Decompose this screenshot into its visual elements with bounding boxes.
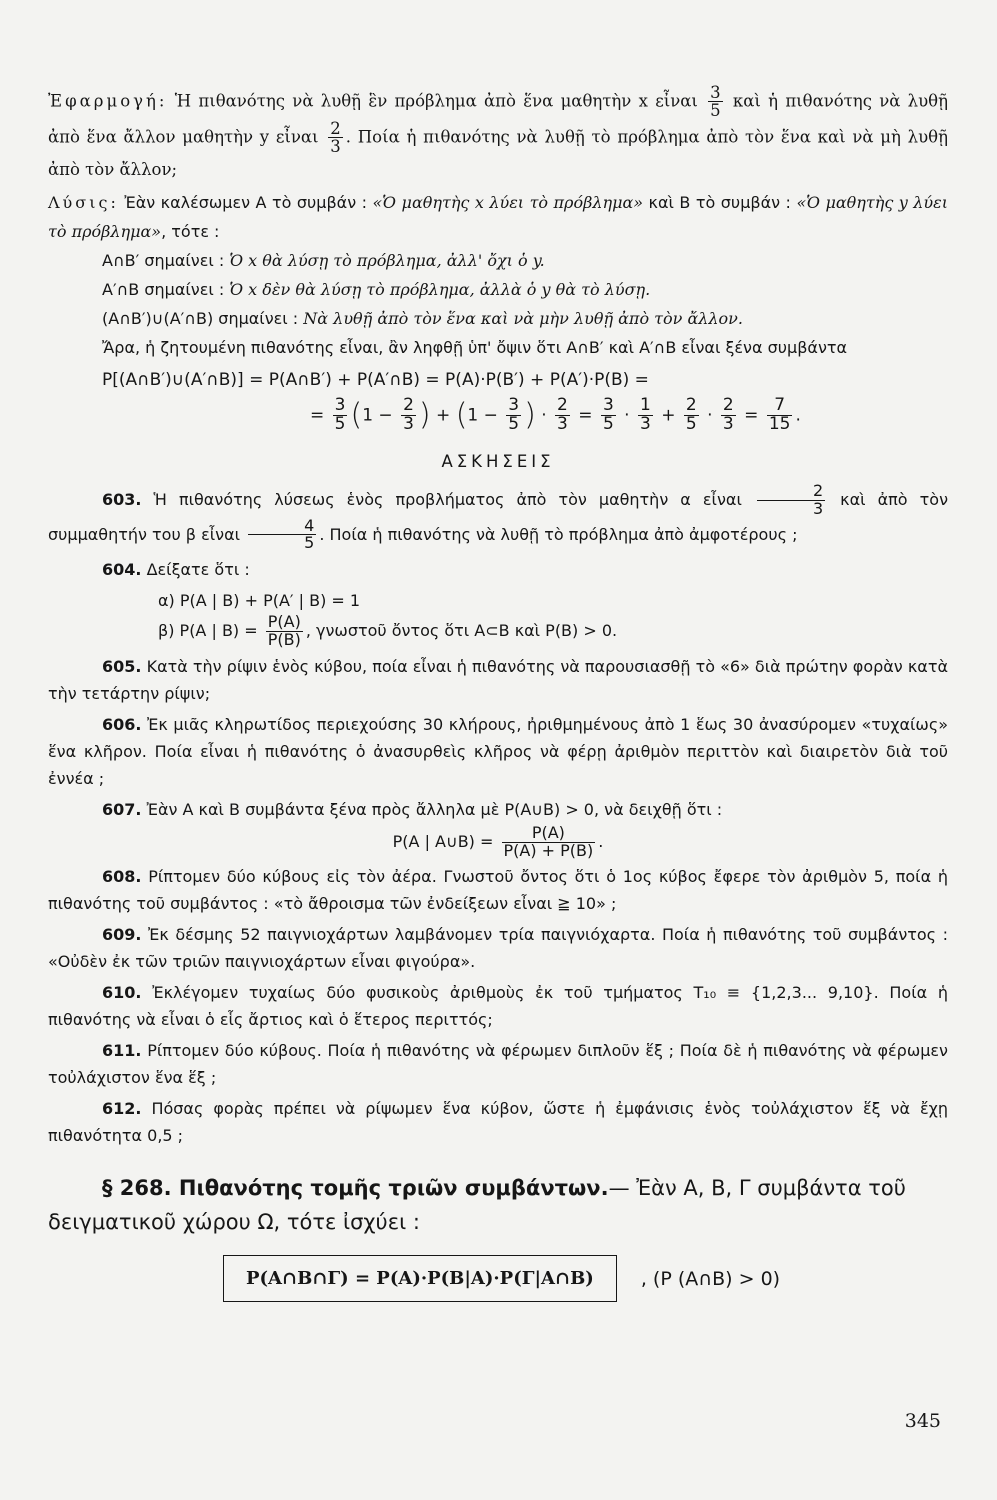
exercise-606: 606. Ἐκ μιᾶς κληρωτίδος περιεχούσης 30 κλήρους, ἠριθμημένους ἀπὸ 1 ἕως 30 ἀνασύρομεν «τυχαίως» ἕνα κλῆρον. Ποία εἶναι ἡ πιθανότης ὁ ἀνασυρθεὶς κλῆρος νὰ φέρῃ ἀριθμὸν περιττὸν καὶ διαιρετὸν διὰ τοῦ ἐννέα ; bbox=[48, 714, 948, 788]
exercise-607-formula: P(Α | Α∪Β) = $\frac{P(A)}{P(A) + P(B)}$ . bbox=[392, 822, 604, 860]
solution-line-1: Α∩Β′ σημαίνει : Ὁ x θὰ λύσῃ τὸ πρόβλημα, ἀλλ' ὄχι ὁ y. bbox=[102, 251, 545, 271]
solution-line-4: Ἄρα, ἡ ζητουμένη πιθανότης εἶναι, ἂν ληφθῇ ὑπ' ὄψιν ὅτι Α∩Β′ καὶ Α′∩Β εἶναι ξένα συμβάντα bbox=[102, 338, 848, 358]
exercise-610: 610. Ἐκλέγομεν τυχαίως δύο φυσικοὺς ἀριθμοὺς ἐκ τοῦ τμήματος T₁₀ ≡ {1,2,3... 9,10}. Ποία ἡ πιθανότης νὰ εἶναι ὁ εἷς ἄρτιος καὶ ὁ ἕτερος περιττός; bbox=[48, 983, 948, 1030]
application-example bbox=[48, 84, 948, 184]
solution-label: Λύσις: bbox=[48, 193, 119, 213]
fraction-2-3: $\frac{2}{3}$ bbox=[330, 118, 341, 156]
exercise-603: 603. Ἡ πιθανότης λύσεως ἑνὸς προβλήματος ἀπὸ τὸν μαθητὴν α εἶναι $\frac{2}{3}$ καὶ ἀπὸ τὸν συμμαθητήν του β εἶναι $\frac{4}{5}$ . Ποία ἡ πιθανότης νὰ λυθῇ τὸ πρόβλημα ἀπὸ ἀμφοτέρους ; bbox=[48, 480, 949, 553]
boxed-formula-row bbox=[223, 1255, 948, 1302]
boxed-formula: P(Α∩Β∩Γ) = P(Α)·P(Β|Α)·P(Γ|Α∩Β) bbox=[223, 1255, 617, 1302]
solution-line-2: Α′∩Β σημαίνει : Ὁ x δὲν θὰ λύσῃ τὸ πρόβλημα, ἀλλὰ ὁ y θὰ τὸ λύσῃ. bbox=[102, 280, 651, 300]
solution-line-3: (Α∩Β′)∪(Α′∩Β) σημαίνει : Νὰ λυθῇ ἀπὸ τὸν ἕνα καὶ νὰ μὴν λυθῇ ἀπὸ τὸν ἄλλον. bbox=[102, 309, 743, 329]
page-content bbox=[48, 84, 948, 1302]
exercise-607: 607. Ἐὰν Α καὶ Β συμβάντα ξένα πρὸς ἄλληλα μὲ P(Α∪Β) > 0, νὰ δειχθῇ ὅτι : bbox=[102, 799, 723, 819]
application-paragraph: Ἐφαρμογή: Ἡ πιθανότης νὰ λυθῇ ἓν πρόβλημα ἀπὸ ἕνα μαθητὴν x εἶναι $\frac{3}{5}$ καὶ ἡ πιθανότης νὰ λυθῇ ἀπὸ ἕνα ἄλλον μαθητὴν y εἶναι $\frac{2}{3}$ . Ποία ἡ πιθανότης νὰ λυθῇ τὸ πρόβλημα ἀπὸ τὸν ἕνα καὶ νὰ μὴ λυθῇ ἀπὸ τὸν ἄλλον; bbox=[48, 83, 948, 180]
exercise-604: 604. Δείξατε ὅτι : bbox=[102, 560, 250, 580]
fraction-3-5: $\frac{3}{5}$ bbox=[710, 83, 721, 121]
exercise-608: 608. Ρίπτομεν δύο κύβους εἰς τὸν ἀέρα. Γνωστοῦ ὄντος ὅτι ὁ 1ος κύβος ἔφερε τὸν ἀριθμὸν 5, ποία ἡ πιθανότης τοῦ συμβάντος : «τὸ ἄθροισμα τῶν ἐνδείξεων εἶναι ≧ 10» ; bbox=[48, 867, 948, 914]
exercise-612: 612. Πόσας φορὰς πρέπει νὰ ρίψωμεν ἕνα κύβον, ὥστε ἡ ἐμφάνισις ἑνὸς τοὐλάχιστον ἕξ νὰ ἔχῃ πιθανότητα 0,5 ; bbox=[48, 1099, 948, 1146]
exercise-609: 609. Ἐκ δέσμης 52 παιγνιοχάρτων λαμβάνομεν τρία παιγνιόχαρτα. Ποία ἡ πιθανότης τοῦ συμβάντος : «Οὐδὲν ἐκ τῶν τριῶν παιγνιοχάρτων εἶναι φιγούρα». bbox=[48, 925, 948, 972]
application-label: Ἐφαρμογή: bbox=[48, 91, 168, 111]
solution bbox=[48, 188, 948, 434]
section-title: § 268. Πιθανότης τομῆς τριῶν συμβάντων. bbox=[102, 1176, 609, 1201]
equation-line-1: P[(Α∩Β′)∪(Α′∩Β)] = P(Α∩Β′) + P(Α′∩Β) = P(Α)·P(Β′) + P(Α′)·P(Β) = bbox=[102, 370, 649, 391]
formula-condition: , (P (Α∩Β) > 0) bbox=[640, 1267, 781, 1290]
solution-intro: Λύσις: Ἐὰν καλέσωμεν Α τὸ συμβάν : «Ὁ μαθητὴς x λύει τὸ πρόβλημα» καὶ Β τὸ συμβάν : «Ὁ μαθητὴς y λύει τὸ πρόβλημα», τότε : bbox=[48, 193, 949, 242]
exercises bbox=[48, 480, 949, 1149]
exercise-604-b: β) P(Α | Β) = $\frac{P(A)}{P(B)}$ , γνωστοῦ ὄντος ὅτι Α⊂Β καὶ P(Β) > 0. bbox=[158, 612, 618, 649]
equation-line-2: = $\frac{3}{5}$ (1 − $\frac{2}{3}$ ) + (1 − $\frac{3}{5}$ ) · $\frac{2}{3}$ = $\frac{3}{5}$ · $\frac{1}{3}$ + $\frac{2}{5}$ · $\frac{2}{3}$ = $\frac{7}{15}$ . bbox=[310, 395, 801, 435]
page-number: 345 bbox=[904, 1410, 941, 1432]
exercise-605: 605. Κατὰ τὴν ρίψιν ἑνὸς κύβου, ποία εἶναι ἡ πιθανότης νὰ παρουσιασθῇ τὸ «6» διὰ πρώτην φορὰν κατὰ τὴν τετάρτην ρίψιν; bbox=[48, 656, 948, 703]
exercise-604-a: α) P(Α | Β) + P(Α′ | Β) = 1 bbox=[158, 591, 361, 611]
exercises-heading: ΑΣΚΗΣΕΙΣ bbox=[441, 451, 555, 471]
exercise-611: 611. Ρίπτομεν δύο κύβους. Ποία ἡ πιθανότης νὰ φέρωμεν διπλοῦν ἕξ ; Ποία δὲ ἡ πιθανότης νὰ φέρωμεν τοὐλάχιστον ἕνα ἕξ ; bbox=[48, 1041, 948, 1088]
section-text: — Ἐὰν Α, Β, Γ συμβάντα τοῦ δειγματικοῦ χώρου Ω, τότε ἰσχύει : bbox=[48, 1176, 906, 1235]
section-268 bbox=[48, 1171, 948, 1239]
